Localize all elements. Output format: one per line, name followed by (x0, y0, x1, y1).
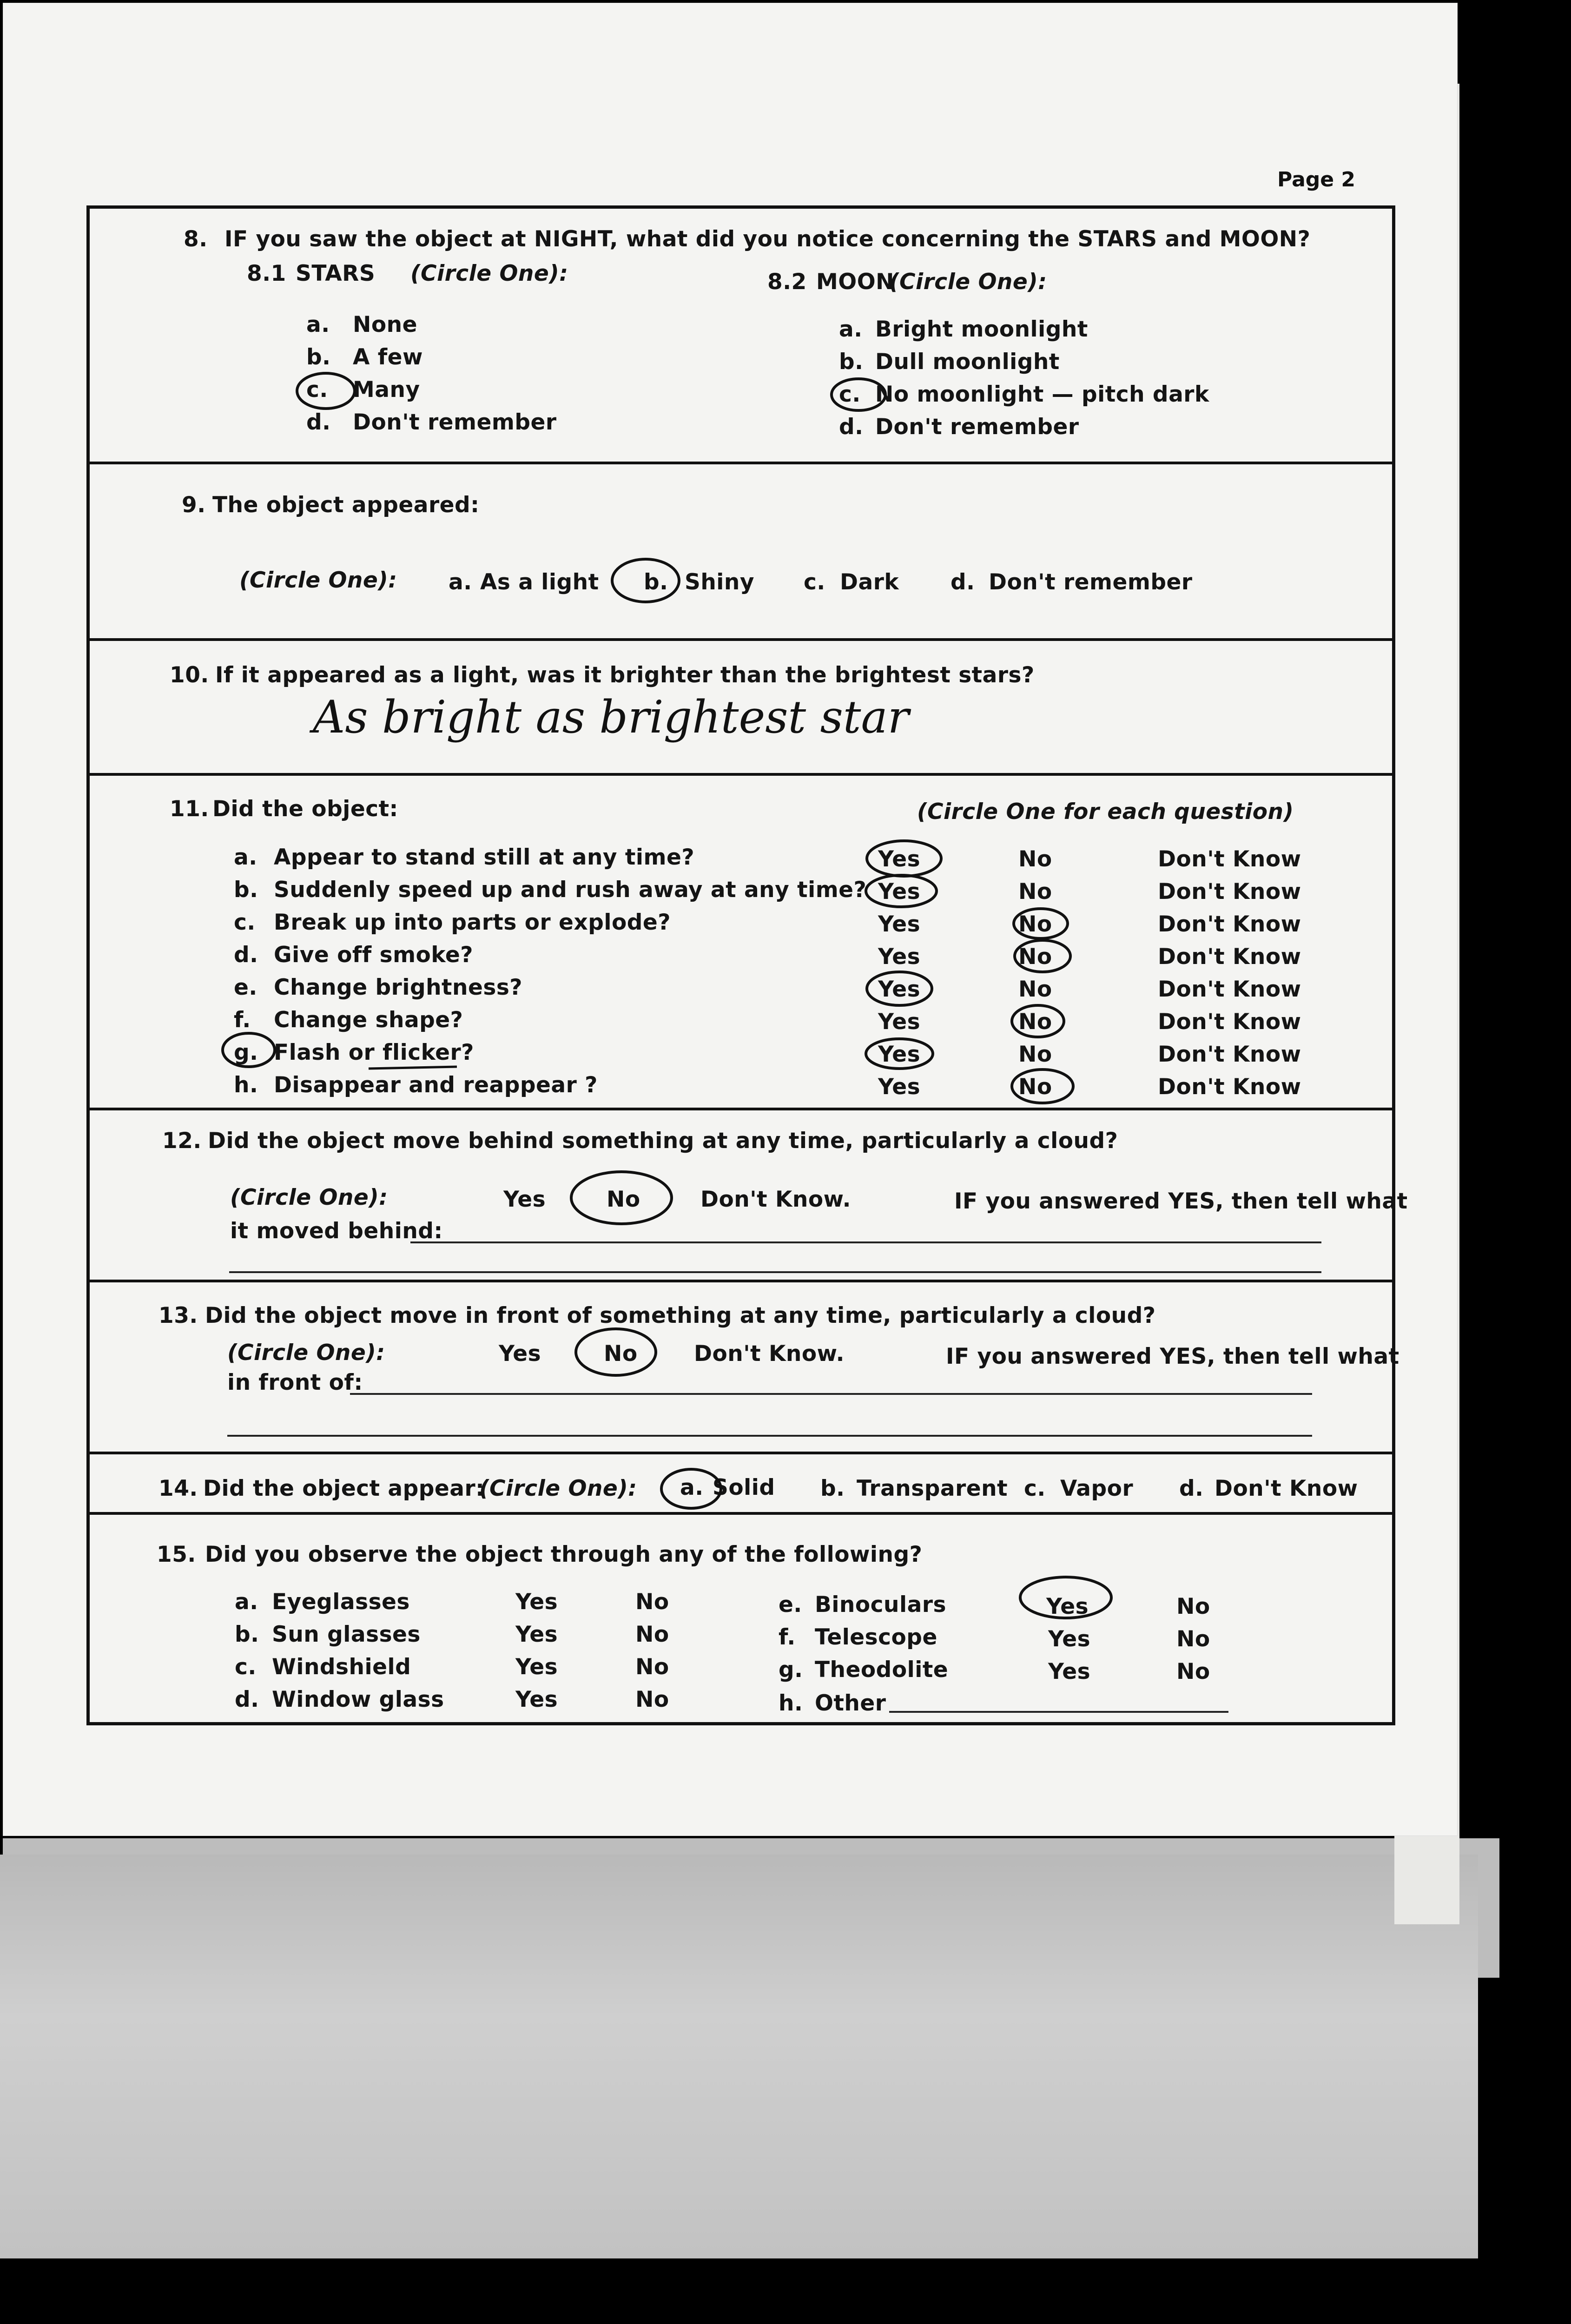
q8-2-number: 8.2 (767, 269, 807, 295)
q11-h-no[interactable]: No (1018, 1074, 1052, 1100)
q11-b-text: Suddenly speed up and rush away at any time? (274, 877, 867, 903)
q15-a-yes[interactable]: Yes (515, 1589, 558, 1615)
q8-2-label: MOON (816, 269, 895, 295)
q11-c-yes[interactable]: Yes (878, 911, 921, 937)
moon-d-letter[interactable]: d. (839, 414, 864, 440)
q15-b-text: Sun glasses (272, 1622, 421, 1647)
q14-instruction: (Circle One): (479, 1476, 637, 1501)
q11-c-letter: c. (234, 910, 256, 935)
q9-number: 9. (182, 492, 206, 518)
q11-f-text: Change shape? (274, 1007, 463, 1033)
q11-a-letter: a. (234, 845, 257, 870)
q14-a-letter[interactable]: a. (680, 1475, 704, 1500)
q15-d-letter: d. (235, 1687, 259, 1712)
questionnaire-form (86, 205, 1408, 1725)
q13-followup-label: in front of: (227, 1370, 363, 1395)
q12-text: Did the object move behind something at any time, particularly a cloud? (208, 1128, 1118, 1154)
question-11 (90, 776, 1392, 1110)
q12-no[interactable]: No (607, 1187, 640, 1212)
moon-a-text: Bright moonlight (875, 317, 1088, 342)
question-9 (90, 464, 1392, 641)
q13-followup: IF you answered YES, then tell what (946, 1344, 1399, 1369)
q15-e-yes[interactable]: Yes (1046, 1594, 1089, 1619)
q15-d-text: Window glass (272, 1687, 444, 1712)
q11-e-text: Change brightness? (274, 975, 523, 1000)
q13-no[interactable]: No (604, 1341, 638, 1367)
q15-a-no[interactable]: No (635, 1589, 669, 1615)
q11-a-no[interactable]: No (1018, 846, 1052, 872)
q11-b-dontknow[interactable]: Don't Know (1158, 879, 1301, 905)
q14-b-text: Transparent (857, 1476, 1008, 1501)
q9-c-letter[interactable]: c. (804, 569, 825, 595)
question-10 (90, 641, 1392, 776)
q15-e-no[interactable]: No (1176, 1594, 1210, 1619)
q11-d-no[interactable]: No (1018, 944, 1052, 970)
moon-b-text: Dull moonlight (875, 349, 1060, 375)
q14-number: 14. (158, 1476, 198, 1501)
q15-f-letter: f. (779, 1624, 796, 1650)
q15-g-letter: g. (779, 1657, 803, 1683)
q11-text: Did the object: (212, 796, 398, 822)
q11-h-text: Disappear and reappear ? (274, 1072, 598, 1098)
q9-b-text: Shiny (685, 569, 755, 595)
q15-g-text: Theodolite (815, 1657, 949, 1683)
q15-b-yes[interactable]: Yes (515, 1622, 558, 1647)
q9-b-letter[interactable]: b. (644, 569, 668, 595)
q11-c-text: Break up into parts or explode? (274, 910, 671, 935)
q11-a-text: Appear to stand still at any time? (274, 845, 695, 870)
q11-d-yes[interactable]: Yes (878, 944, 921, 970)
q14-d-text: Don't Know (1215, 1476, 1358, 1501)
q15-e-letter: e. (779, 1592, 802, 1618)
q15-b-no[interactable]: No (635, 1622, 669, 1647)
q11-d-letter: d. (234, 942, 258, 968)
q11-d-dontknow[interactable]: Don't Know (1158, 944, 1301, 970)
page-number: Page 2 (1277, 168, 1356, 191)
q11-e-letter: e. (234, 975, 257, 1000)
q8-1-label: STARS (296, 261, 376, 286)
form-page (3, 3, 1458, 1836)
q11-instruction: (Circle One for each question) (917, 799, 1294, 825)
q13-dontknow[interactable]: Don't Know. (694, 1341, 845, 1367)
q13-answer-line-1[interactable] (350, 1393, 1312, 1395)
q14-c-letter[interactable]: c. (1024, 1476, 1046, 1501)
q12-dontknow[interactable]: Don't Know. (700, 1187, 851, 1212)
q15-b-letter: b. (235, 1622, 259, 1647)
q13-yes[interactable]: Yes (499, 1341, 541, 1367)
q11-b-yes[interactable]: Yes (878, 879, 921, 905)
q11-a-dontknow[interactable]: Don't Know (1158, 846, 1301, 872)
moon-d-text: Don't remember (875, 414, 1079, 440)
q15-a-text: Eyeglasses (272, 1589, 410, 1615)
moon-b-letter[interactable]: b. (839, 349, 864, 375)
q15-e-text: Binoculars (815, 1592, 946, 1618)
q15-text: Did you observe the object through any of the following? (205, 1542, 923, 1567)
q15-h-letter: h. (779, 1690, 803, 1716)
q11-e-yes[interactable]: Yes (878, 977, 921, 1002)
q11-g-dontknow[interactable]: Don't Know (1158, 1042, 1301, 1067)
q12-followup-label: it moved behind: (230, 1218, 443, 1244)
q15-f-text: Telescope (815, 1624, 937, 1650)
stars-c-letter[interactable]: c. (306, 377, 328, 403)
q9-a-letter[interactable]: a. (449, 569, 472, 595)
q15-h-text: Other (815, 1690, 886, 1716)
q8-text: IF you saw the object at NIGHT, what did you notice concerning the STARS and MOON? (224, 226, 1311, 252)
q11-f-dontknow[interactable]: Don't Know (1158, 1009, 1301, 1035)
q11-h-letter: h. (234, 1072, 258, 1098)
question-8 (90, 209, 1392, 464)
q11-g-no[interactable]: No (1018, 1042, 1052, 1067)
q11-b-no[interactable]: No (1018, 879, 1052, 905)
q9-c-text: Dark (840, 569, 899, 595)
q12-answer-line-1[interactable] (410, 1241, 1321, 1243)
q10-handwritten-answer: As bright as brightest star (313, 691, 909, 743)
q8-2-instruction: (Circle One): (889, 269, 1047, 295)
flicker-underline (369, 1067, 457, 1069)
q15-g-yes[interactable]: Yes (1048, 1659, 1091, 1684)
q15-f-no[interactable]: No (1176, 1626, 1210, 1652)
q10-number: 10. (170, 662, 209, 688)
q13-number: 13. (158, 1303, 198, 1328)
q11-g-letter: g. (234, 1040, 258, 1065)
moon-a-letter[interactable]: a. (839, 317, 863, 342)
q15-d-no[interactable]: No (635, 1687, 669, 1712)
q10-text: If it appeared as a light, was it brighter than the brightest stars? (215, 662, 1035, 688)
q8-1-number: 8.1 (247, 261, 286, 286)
q11-f-no[interactable]: No (1018, 1009, 1052, 1035)
q12-followup: IF you answered YES, then tell what (954, 1188, 1408, 1214)
q15-c-letter: c. (235, 1654, 257, 1680)
q11-a-yes[interactable]: Yes (878, 846, 921, 872)
q11-c-dontknow[interactable]: Don't Know (1158, 911, 1301, 937)
q11-c-no[interactable]: No (1018, 911, 1052, 937)
q11-f-letter: f. (234, 1007, 251, 1033)
stars-a-text: None (353, 312, 417, 337)
stars-b-letter[interactable]: b. (306, 344, 331, 370)
q15-c-no[interactable]: No (635, 1654, 669, 1680)
q15-f-yes[interactable]: Yes (1048, 1626, 1091, 1652)
q15-c-text: Windshield (272, 1654, 411, 1680)
q15-other-line[interactable] (889, 1711, 1228, 1713)
q13-instruction: (Circle One): (227, 1340, 385, 1366)
q15-number: 15. (157, 1542, 196, 1567)
q14-c-text: Vapor (1060, 1476, 1134, 1501)
q12-number: 12. (162, 1128, 202, 1154)
q11-e-dontknow[interactable]: Don't Know (1158, 977, 1301, 1002)
q14-d-letter[interactable]: d. (1179, 1476, 1204, 1501)
q11-h-yes[interactable]: Yes (878, 1074, 921, 1100)
q12-yes[interactable]: Yes (503, 1187, 546, 1212)
stars-d-letter[interactable]: d. (306, 409, 331, 435)
q11-b-letter: b. (234, 877, 258, 903)
q11-h-dontknow[interactable]: Don't Know (1158, 1074, 1301, 1100)
q13-answer-line-2[interactable] (227, 1435, 1312, 1437)
q9-d-letter[interactable]: d. (951, 569, 975, 595)
q14-text: Did the object appear: (203, 1476, 485, 1501)
moon-c-letter[interactable]: c. (839, 382, 861, 407)
q11-number: 11. (170, 796, 209, 822)
q15-a-letter: a. (235, 1589, 258, 1615)
stars-d-text: Don't remember (353, 409, 557, 435)
scanner-background (0, 1855, 1478, 2258)
q13-text: Did the object move in front of something at any time, particularly a cloud? (205, 1303, 1156, 1328)
q15-d-yes[interactable]: Yes (515, 1687, 558, 1712)
stars-a-letter[interactable]: a. (306, 312, 330, 337)
question-14 (90, 1454, 1392, 1515)
q9-a-text: As a light (480, 569, 599, 595)
q14-b-letter[interactable]: b. (820, 1476, 845, 1501)
q14-a-text: Solid (713, 1475, 775, 1500)
moon-c-text: No moonlight — pitch dark (875, 382, 1209, 407)
stars-c-text: Many (353, 377, 420, 403)
q11-e-no[interactable]: No (1018, 977, 1052, 1002)
q9-instruction: (Circle One): (239, 568, 397, 593)
question-12 (90, 1110, 1408, 1282)
q9-text: The object appeared: (212, 492, 480, 518)
stars-b-text: A few (353, 344, 423, 370)
q12-instruction: (Circle One): (230, 1185, 388, 1210)
q11-g-text: Flash or flicker? (274, 1040, 474, 1065)
question-15 (90, 1515, 1392, 1724)
q8-1-instruction: (Circle One): (410, 261, 568, 286)
q15-c-yes[interactable]: Yes (515, 1654, 558, 1680)
q9-d-text: Don't remember (989, 569, 1193, 595)
q9-circle-marks (90, 464, 1391, 641)
q12-answer-line-2[interactable] (229, 1271, 1321, 1273)
q8-number: 8. (184, 226, 208, 252)
q11-d-text: Give off smoke? (274, 942, 473, 968)
q11-f-yes[interactable]: Yes (878, 1009, 921, 1035)
question-13 (90, 1282, 1399, 1454)
q11-g-yes[interactable]: Yes (878, 1042, 921, 1067)
q15-g-no[interactable]: No (1176, 1659, 1210, 1684)
